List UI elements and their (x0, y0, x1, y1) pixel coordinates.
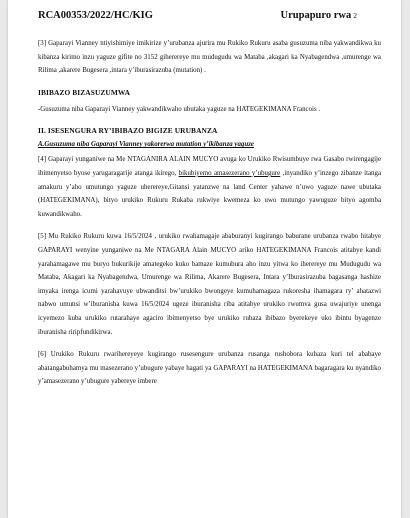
paragraph-4-text-1: [4] Gaparayi yunganiwe na Me NTAGANIRA ALAIN MUCYO avuga ko Urukiko Rwisumbuye rwa Gasabo rwirengagije ibimenyetso byose yarugaragarije atanga ikirego, (38, 156, 381, 177)
page-header (38, 10, 381, 28)
page-label: Urupapuro rwa (280, 10, 352, 21)
paragraph-3: [3] Gaparayi Vianney ntiyishimiye imikirize y’urubanza ajurira mu Rukiko Rukuru asaba gusuzuma niba yakwandikwa ku kibanza kirimo inzu yaguze gifite no 3152 giherereye mu mudugudu wa Mataba ,akagari ka Nyabagendwa ,umurenge wa Rilima ,akarere Bugesera ,intara y’iburasirazuba (mutation) . (38, 40, 381, 75)
page-number: 2 (353, 11, 357, 20)
issue-1: -Gusuzuma niba Gaparayi Vianney yakwandikwaho ubutaka yaguze na HATEGEKIMANA Francois . (38, 105, 321, 113)
paragraph-4-text-2: ,inyandiko y’inzego zibanze itanga amakuru y’aho umutungo yaguze uherereye,Gitansi yatanzwe na land Center yahawe n’uwo yaguze nawe ubutaka (HATEGEKIMANA), bityo urukiko Rukuru Rukaba rukwiye kwemeza ko uwo mutungo yawuguze bityo agomba kuwandikwaho. (38, 169, 382, 218)
section-title-analysis: II. ISESENGURA RY’IBIBAZO BIGIZE URUBANZA (38, 126, 218, 136)
paragraph-6: [6] Urukiko Rukuru rwarihereyeye kugirango rusesengure urubanza rusanga rushobora kubaza kuri tel ababaye abatangabuhamya mu masezerano y’ubugure yabaye hagati ya GAPARAYI na HATEGEKIMANA bagaragara ku nyandiko y’amasezerano y’ubugure yabereye imbere (38, 351, 381, 386)
paragraph-5: [5] Mu Rukiko Rukuru kuwa 16/5/2024 , urukiko rwahamagaje ababuranyi kugirango baburane urubanza rwabo hitabye GAPARAYI wenyine yunganiwe na Me NTAGARA Alain MUCYO ariko HATEGEKIMANA Francois atitabye kandi yarahamagawe mu buryo bukurikije amategeko kuko bamaze kumubura aho inzu yitwa ko iherereye mu Mudugudu wa Mataba, Akagari ka Nyabagendwa, Umurenge wa Rilima, Akarere Bugesera, Intara y’Iburasirazuba bagasanga hashize imyaka irenga icumi yarahavuye ubwanditsi bw’urukiko bwongeye kumuhamagaza rukoresha ihamagara ry’ ahatazwi nabwo umunsi w’iburanisha kuwa 16/5/2024 ugeze iburanisha riba atitabye urukiko rwumva gusa uwajuriye unenga icyemezo kuba urukiko rutarahaye agaciro ibimenyetso bye urukiko rubaza ibibazo byerekeye uko ibintu byagenze iburanisha riripfundikirwa. (38, 233, 381, 336)
subsection-a-title: A.Gusuzuma niba Gaparayi Vianney yakorerwa mutation y’ikibanza yaguze (38, 141, 254, 149)
case-number: RCA00353/2022/HC/KIG (38, 10, 153, 21)
document-page (8, 0, 401, 518)
paragraph-4 (38, 153, 381, 221)
paragraph-4-underlined: bikubiyemo amasezerano y’ubugure (178, 169, 281, 177)
section-title-issues: IBIBAZO BIZASUZUMWA (38, 87, 131, 97)
page-indicator (281, 10, 357, 21)
